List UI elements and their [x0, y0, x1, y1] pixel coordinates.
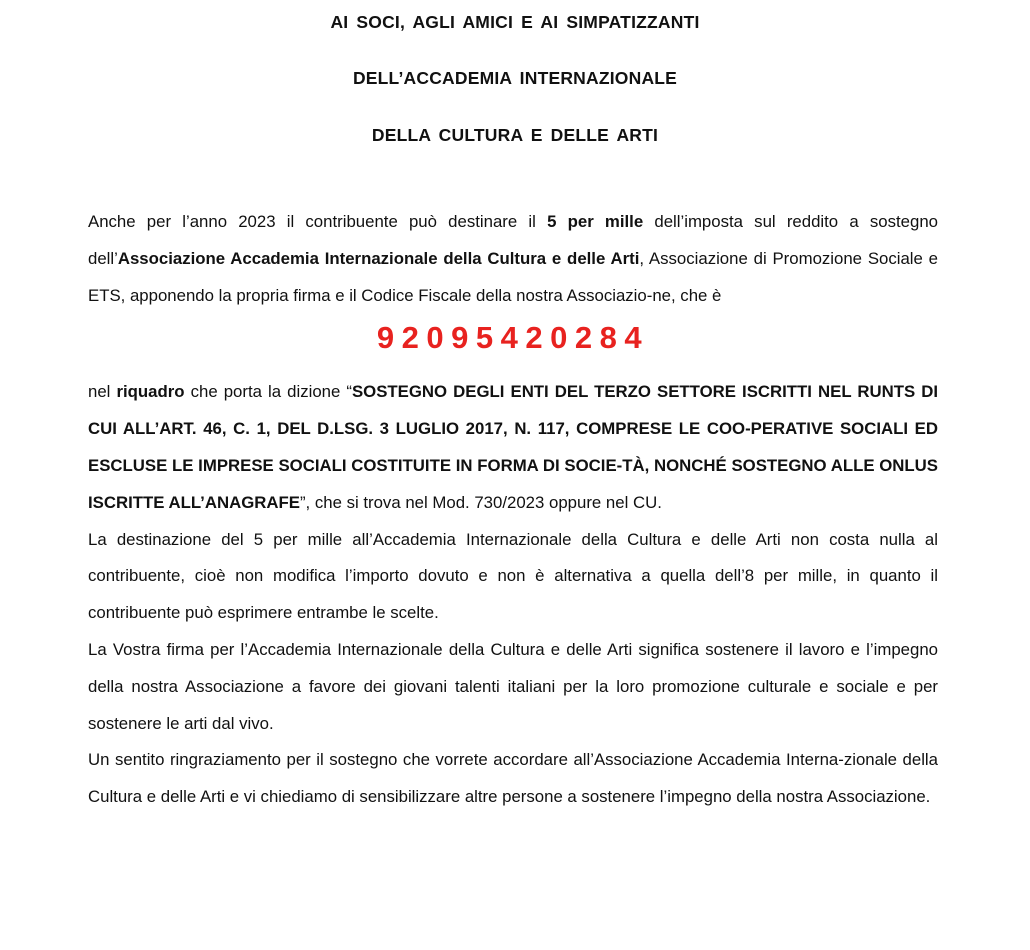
heading-line-2: DELL’ACCADEMIA INTERNAZIONALE: [352, 68, 678, 88]
paragraph-thanks: Un sentito ringraziamento per il sostegno che vorrete accordare all’Associazione Accademia Interna-zionale della Cultura e delle Arti e vi chiediamo di sensibilizzare altre persone a sostenere l’impegno della nostra Associazione.: [88, 750, 938, 807]
box-text-3: ”, che si trova nel Mod. 730/2023 oppure nel CU.: [299, 492, 662, 512]
intro-text-3: , Associazione di Promozione Sociale e ETS, apponendo la propria firma e il Codice Fiscale della nostra Associazio-ne, che è: [88, 248, 938, 305]
fiscal-code: 92095420284: [376, 320, 650, 356]
intro-paragraph: [88, 204, 938, 314]
heading-line-3: DELLA CULTURA E DELLE ARTI: [371, 125, 659, 145]
intro-bold-association-name: Associazione Accademia Internazionale della Cultura e delle Arti: [117, 248, 640, 268]
intro-text-2: dell’imposta sul reddito a sostegno dell’: [88, 212, 938, 268]
paragraph-destination: La destinazione del 5 per mille all’Accademia Internazionale della Cultura e delle Arti non costa nulla al contribuente, cioè non modifica l’importo dovuto e non è alternativa a quella dell’8 per mille, in quanto il contribuente può esprimere entrambe le scelte.: [88, 529, 938, 623]
box-bold-dizione: SOSTEGNO DEGLI ENTI DEL TERZO SETTORE ISCRITTI NEL RUNTS DI CUI ALL’ART. 46, C. 1, DEL D.LSG. 3 LUGLIO 2017, N. 117, COMPRESE LE COO-PERATIVE SOCIALI ED ESCLUSE LE IMPRESE SOCIALI COSTITUITE IN FORMA DI SOCIE-TÀ, NONCHÉ SOSTEGNO ALLE ONLUS ISCRITTE ALL’ANAGRAFE: [88, 382, 938, 512]
box-bold-riquadro: riquadro: [116, 382, 185, 402]
box-text-2: che porta la dizione “: [184, 382, 352, 402]
paragraph-signature: La Vostra firma per l’Accademia Internazionale della Cultura e delle Arti significa sostenere il lavoro e l’impegno della nostra Associazione a favore dei giovani talenti italiani per la loro promozione culturale e sociale e per sostenere le arti dal vivo.: [88, 639, 938, 733]
intro-text-1: Anche per l’anno 2023 il contribuente può destinare il: [88, 212, 548, 231]
letter-body: [88, 204, 938, 816]
box-paragraph: [88, 374, 938, 521]
heading-line-1: AI SOCI, AGLI AMICI E AI SIMPATIZZANTI: [330, 12, 700, 32]
box-text-1: nel: [88, 382, 117, 402]
intro-bold-5-per-mille: 5 per mille: [547, 212, 644, 231]
